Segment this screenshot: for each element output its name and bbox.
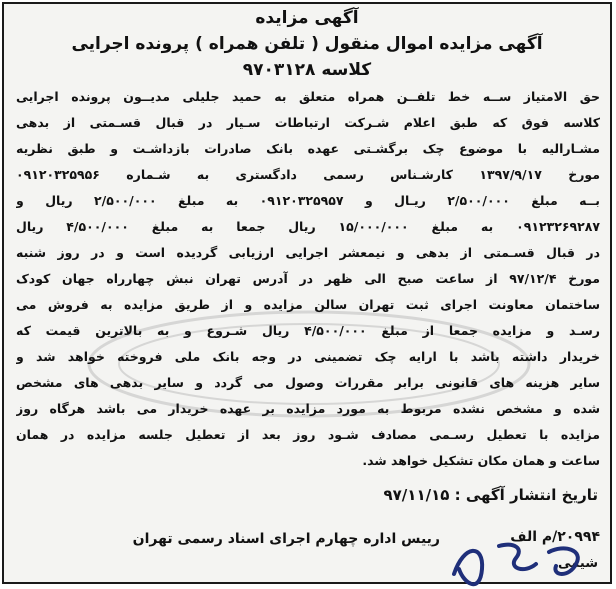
publish-date: تاریخ انتشار آگهی : ۹۷/۱۱/۱۵ bbox=[383, 486, 598, 504]
body-line: شده و مشخص نشده مربوط به مورد مزایده بر عهده خریدار می باشد هرگاه روز bbox=[16, 401, 600, 416]
body-line: بــه مبلغ ۲/۵۰۰/۰۰۰ ریـال و ۰۹۱۲۰۳۲۵۹۵۷ به مبلغ ۲/۵۰۰/۰۰۰ ریال و bbox=[16, 193, 600, 208]
handwritten-number-signature bbox=[444, 534, 594, 589]
body-line: خریدار داشته باشد با ارایه چک تضمینی در وجه بانک ملی فروخته خواهد شد و bbox=[16, 349, 600, 364]
body-line: در قبال قسـمتی از بدهی و نیمعشر اجرایی ارزیابی گردیده است و در روز شنبه bbox=[16, 245, 600, 260]
body-line: مزایده با تعطیل رسـمی مصادف شـود روز بعد از تعطیل جلسه مزایده در همان bbox=[16, 427, 600, 442]
body-line: ۰۹۱۲۳۲۶۹۲۸۷ به مبلغ ۱۵/۰۰۰/۰۰۰ ریال جمعا به مبلغ ۴/۵۰۰/۰۰۰ ریال bbox=[16, 219, 600, 234]
body-line: کلاسه فوق که طبق اعلام شـرکت ارتباطات سـیار در قبال قسـمتی از بدهی bbox=[16, 115, 600, 130]
body-line: مورخ ۱۳۹۷/۹/۱۷ کارشـناس رسمی دادگستری به شـماره ۰۹۱۲۰۳۲۵۹۵۶ bbox=[16, 167, 600, 182]
auction-notice bbox=[2, 2, 612, 584]
body-line: مشـارالیه با موضوع چک برگشـتی عهده بانک صادرات بازداشـت و طبق نظریه bbox=[16, 141, 600, 156]
reference-number: ۲۰۹۹۴/م الف bbox=[510, 529, 600, 545]
body-line: سایر هزینه های قانونی برابر مقررات وصول می گردد و سایر بدهی های مشخص bbox=[16, 375, 600, 390]
notice-title: آگهی مزایده bbox=[255, 8, 359, 28]
signatory-title: رییس اداره چهارم اجرای اسناد رسمی تهران bbox=[132, 531, 440, 547]
file-number: کلاسه ۹۷۰۳۱۲۸ bbox=[242, 60, 372, 80]
notice-subtitle: آگهی مزایده اموال منقول ( تلفن همراه ) پرونده اجرایی bbox=[71, 34, 543, 54]
body-line: ساعت و همان مکان تشکیل خواهد شد. bbox=[362, 453, 600, 468]
body-line: رسـد و مزایده جمعا از مبلغ ۴/۵۰۰/۰۰۰ ریال شـروع و به بالاترین قیمت که bbox=[16, 323, 600, 338]
signatory-name: شیمی bbox=[558, 556, 598, 571]
body-line: ساختمان معاونت اجرای ثبت تهران سالن مزایده و از طریق مزایده به فروش می bbox=[16, 297, 600, 312]
body-line: حق الامتیاز ســه خط تلفــن همراه متعلق به حمید جلیلی مدیــون پرونده اجرایی bbox=[16, 89, 600, 104]
body-line: مورخ ۹۷/۱۲/۴ از ساعت صبح الی ظهر در آدرس تهران نبش چهارراه جهان کودک bbox=[16, 271, 600, 286]
